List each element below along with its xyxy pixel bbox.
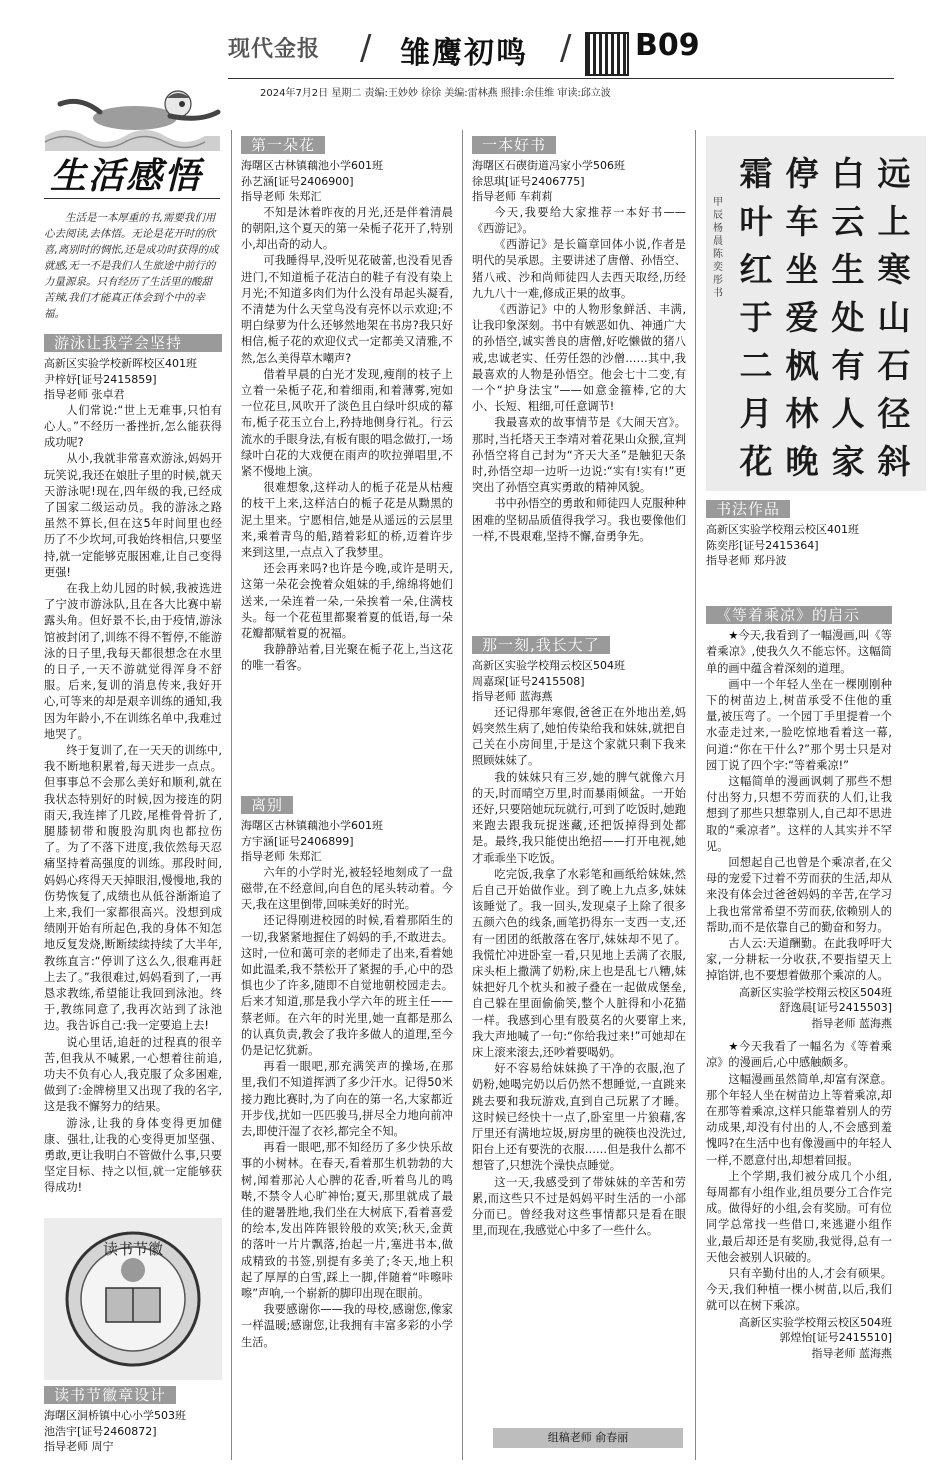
article-author: 池浩宇[证号2460872]	[44, 1424, 157, 1438]
calligraphy-artwork	[706, 136, 926, 491]
article-school: 高新区实验学校翔云校区504班	[739, 1315, 892, 1329]
article-paragraph: 不知是沐着昨夜的月光,还是伴着清晨的朝阳,这个夏天的第一朵栀子花开了,特别小,却出奇的动人。	[241, 205, 453, 252]
reading-festival-badge	[44, 1218, 222, 1380]
article-title: 一本好书	[472, 136, 556, 154]
masthead-divider: /	[560, 28, 572, 68]
editor-credit: 组稿老师 俞春丽	[493, 1428, 683, 1448]
column-divider	[695, 130, 696, 1460]
article-teacher: 指导老师 张卓君	[44, 388, 125, 402]
article-paragraph: 吃完饭,我拿了水彩笔和画纸给妹妹,然后自己开始做作业。到了晚上九点多,妹妹该睡觉了。我一回头,发现桌子上除了很多五颜六色的线条,画笔扔得东一支西一支,还有一团团的纸散落在客厅,妹妹却不见了。我慌忙冲进卧室一看,只见地上丢满了衣服,床头柜上撒满了奶粉,床上也是乱七八糟,妹妹把好几个枕头和被子叠在一起做成堡垒,自己躲在里面偷偷笑,整个人脏得和小花猫一样。我感到心里有股莫名的火要窜上来,我大声地喊了一句:“你给我过来!”可她却在床上滚来滚去,还吵着要喝奶。	[472, 867, 686, 1059]
poem-line: 白云生处有人家	[831, 154, 865, 481]
article-paragraph: 《西游记》中的人物形象鲜活、丰满,让我印象深刻。书中有嫉恶如仇、神通广大的孙悟空,诚实善良的唐僧,好吃懒做的猪八戒,忠诚老实、任劳任怨的沙僧……其中,我最喜欢的人物是孙悟空。他会七十二变,有一个“护身法宝”——如意金箍棒,它的大小、长短、粗细,可任意调节!	[472, 302, 686, 414]
article-paragraph: 好不容易给妹妹换了干净的衣服,泡了奶粉,她喝完奶以后仍然不想睡觉,一直跳来跳去要和我玩游戏,直到自己玩累了才睡。这时候已经快十一点了,卧室里一片狼藉,客厅里还有满地垃圾,厨房里的碗筷也没洗过,阳台上还有要洗的衣服……但是我什么都不想管了,只想洗个澡快点睡觉。	[472, 1062, 686, 1173]
article-school: 高新区实验学校翔云校区401班	[706, 523, 859, 537]
article-paragraph: 从小,我就非常喜欢游泳,妈妈开玩笑说,我还在娘肚子里的时候,就天天游泳呢!现在,四年级的我,已经成了国家二级运动员。我的游泳之路虽然不算长,但在这5年时间里也经历了不少坎坷,可我始终相信,只要坚持,就一定能够克服困难,让自己变得更强!	[44, 452, 222, 579]
article-school: 海曙区洞桥镇中心小学503班	[44, 1409, 186, 1423]
article-paragraph: 画中一个年轻人坐在一棵刚刚种下的树苗边上,树苗承受不住他的重量,被压弯了。一个园丁手里提着一个水壶走过来,一脸吃惊地看着这一幕,问道:“你在干什么?”那个男士只是对园丁说了四个字:“等着乘凉!”	[706, 677, 892, 772]
article-paragraph: 在我上幼儿园的时候,我被选进了宁波市游泳队,且在各大比赛中崭露头角。但好景不长,由于疫情,游泳馆被封闭了,训练不得不暂停,不能游泳的日子里,我每天都很想念在水里的日子,一天不游就觉得浑身不舒服。后来,复训的消息传来,我好开心,可等来的却是艰辛训练的通知,我因为年龄小,不在训练名单中,我难过地哭了。	[44, 581, 222, 741]
badge-text: 读书节徽	[102, 1240, 164, 1258]
article-title: 《等着乘凉》的启示	[706, 606, 892, 624]
masthead-divider: /	[360, 28, 372, 68]
intro-text: 生活是一本厚重的书,需要我们用心去阅读,去体悟。无论是花开时的欣喜,离别时的惆怅,还是成功时获得的成就感,无一不是我们人生旅途中前行的力量源泉。只有经历了生活里的酸甜苦辣,我们才能真正体会到个中的幸福。	[44, 212, 219, 320]
article-author: 舒逸晨[证号2415503]	[779, 1001, 892, 1015]
column-divider	[462, 130, 463, 1460]
page-number: B09	[635, 28, 700, 63]
article-paragraph: ★今天我看了一幅名为《等着乘凉》的漫画后,心中感触颇多。	[706, 1040, 892, 1070]
article-paragraph: 六年的小学时光,被轻轻地刻成了一盘磁带,在不经意间,向自色的尾头转动着。今天,我在这里倒带,回味美好的时光。	[241, 865, 453, 912]
article-author: 徐思琪[证号2406775]	[472, 174, 585, 188]
paper-name: 现代金报	[228, 37, 321, 62]
header-rule	[228, 78, 894, 79]
masthead	[200, 28, 900, 78]
article-title: 游泳让我学会坚持	[44, 334, 222, 352]
article-paragraph: 我最喜欢的故事情节是《大闹天宫》。那时,当托塔天王李靖对着花果山众猴,宣判孙悟空将自己封为“齐天大圣”是触犯天条时,孙悟空却一边听一边说:“实有!实有!”更突出了孙悟空真实勇敢的精神风貌。	[472, 416, 686, 495]
article-paragraph: 很难想象,这样动人的栀子花是从枯瘦的枝干上来,这样洁白的栀子花是从黝黑的泥土里来。宁愿相信,她是从遥远的云层里来,乘着青鸟的船,踏着彩虹的桥,迈着许步来到这里,一点点入了我梦里。	[241, 481, 453, 559]
article-paragraph: 说心里话,追赶的过程真的很辛苦,但我从不喊累,一心想着往前追,功夫不负有心人,我克服了众多困难,做到了:金牌榜里又出现了我的名字,这是我不懈努力的结果。	[44, 1035, 222, 1114]
article-paragraph: 人们常说:“世上无难事,只怕有心人。”不经历一番挫折,怎么能获得成功呢?	[44, 403, 222, 450]
column-intro	[44, 210, 220, 322]
article-paragraph: 上个学期,我们被分成几个小组,每周都有小组作业,组员要分工合作完成。做得好的小组,会有奖励。可有位同学总常找一些借口,来逃避小组作业,最后却还是有奖励,我觉得,总有一天他会被别人识破的。	[706, 1169, 892, 1264]
poem-line: 停车坐爱枫林晚	[785, 154, 819, 481]
article-paragraph: 再看一眼吧,那不知经历了多少快乐故事的小树林。在春天,看着那生机勃勃的大树,闻着那沁人心脾的花香,听着鸟儿的鸣啭,不禁令人心旷神怡;夏天,那里就成了最佳的避暑胜地,我们坐在大树底下,看着喜爱的绘本,发出阵阵银铃般的欢笑;秋天,金黄的落叶一片片飘落,抬起一片,塞进书本,做成精致的书签,别提有多美了;冬天,地上积起了厚厚的白雪,踩上一脚,伴随着“咔嚓咔嚓”声响,一个崭新的脚印出现在眼前。	[241, 1141, 453, 1300]
article-author: 方宇涵[证号2406899]	[241, 834, 354, 848]
poem-line: 远上寒山石径斜	[877, 154, 911, 481]
article-school: 海曙区古林镇藕池小学601班	[241, 819, 383, 833]
article-teacher: 指导老师 蓝海燕	[472, 690, 553, 704]
article-paragraph: 这幅简单的漫画讽刺了那些不想付出努力,只想不劳而获的人们,让我想到了那些只想靠别人,自己却不思进取的“乘凉者”。这样的人其实并不罕见。	[706, 775, 892, 853]
swimmer-illustration	[40, 76, 225, 151]
article-author: 郭煌怡[证号2415510]	[779, 1331, 892, 1345]
article-paragraph: 只有辛勤付出的人,才会有硕果。今天,我们种植一棵小树苗,以后,我们就可以在树下乘凉。	[706, 1267, 892, 1313]
article-teacher: 指导老师 周宁	[44, 1440, 114, 1454]
article-paragraph: 游泳,让我的身体变得更加健康、强壮,让我的心变得更加坚强、勇敢,更让我明白不管做什么事,只要坚定目标、持之以恒,就一定能够获得成功!	[44, 1116, 222, 1195]
article-calligraphy	[706, 494, 926, 574]
article-paragraph: 《西游记》是长篇章回体小说,作者是明代的吴承恩。主要讲述了唐僧、孙悟空、猪八戒、沙和尚师徒四人去西天取经,历经九九八十一难,修成正果的故事。	[472, 238, 686, 300]
article-paragraph: 还记得那年寒假,爸爸正在外地出差,妈妈突然生病了,她怕传染给我和妹妹,就把自己关在小房间里,于是这个家就只剩下我来照顾妹妹了。	[472, 705, 686, 768]
article-badge	[44, 1380, 222, 1460]
article-paragraph: 今天,我要给大家推荐一本好书——《西游记》。	[472, 205, 686, 235]
article-paragraph: ★今天,我看到了一幅漫画,叫《等着乘凉》,使我久久不能忘怀。这幅简单的画中蕴含着深刻的道理。	[706, 629, 892, 675]
article-book	[472, 130, 686, 630]
article-teacher: 指导老师 郑丹波	[706, 554, 787, 568]
article-swim	[44, 328, 222, 1208]
article-paragraph: 可我睡得早,没听见花破蕾,也没看见香进门,不知道栀子花洁白的鞋子有没有染上月光;不知道多肉们为什么没有昂起头凝看,不清楚为什么天堂鸟没有亮怀以示欢迎;不明白绿萝为什么还够然地架在书房?我只好相信,栀子花的欢迎仪式一定都美又清雅,不然,怎么美得草木嘲声?	[241, 254, 453, 365]
article-flower	[241, 130, 453, 790]
article-waiting	[706, 600, 892, 1460]
article-paragraph: 我静静站着,目光聚在栀子花上,当这花的唯一看客。	[241, 643, 453, 673]
article-school: 高新区实验学校翔云校区504班	[472, 659, 625, 673]
article-school: 高新区实验学校翔云校区504班	[739, 985, 892, 999]
poem-line: 霜叶红于二月花	[739, 154, 773, 481]
article-author: 孙艺涵[证号2406900]	[241, 174, 354, 188]
calligraphy-signature: 甲辰杨晨陈奕彤书	[713, 197, 723, 299]
article-author: 周嘉琛[证号2415508]	[472, 674, 585, 688]
article-paragraph: 我的妹妹只有三岁,她的脾气就像六月的天,时而晴空万里,时而暴雨倾盆。一开始还好,只要陪她玩玩就行,可到了吃饭时,她跑来跑去跟我玩捉迷藏,还把饭掉得到处都是。最终,我只能使出绝招——打开电视,她才乖乖坐下吃饭。	[472, 770, 686, 865]
article-school: 高新区实验学校新晖校区401班	[44, 357, 197, 371]
article-paragraph: 古人云:天道酬勤。在此我呼吁大家,一分耕耘一分收获,不要指望天上掉馅饼,也不要想着做那个乘凉的人。	[706, 937, 892, 983]
article-farewell	[241, 790, 453, 1460]
article-title: 书法作品	[706, 500, 790, 518]
article-paragraph: 再看一眼吧,那充满笑声的操场,在那里,我们不知道挥洒了多少汗水。记得50米接力跑比赛时,为了向在的第一名,大家都近开步伐,扰如一匹匹骏马,拼尽全力地向前冲去,即使汗湿了衣衫,都完全不知。	[241, 1060, 453, 1138]
article-title: 离别	[241, 796, 293, 814]
article-title: 读书节徽章设计	[44, 1386, 176, 1404]
column-title: 生活感悟	[50, 155, 203, 197]
article-title: 第一朵花	[241, 136, 325, 154]
article-author: 陈奕彤[证号2415364]	[706, 538, 819, 552]
article-author: 尹梓妤[证号2415859]	[44, 372, 157, 386]
article-paragraph: 还记得刚进校园的时候,看着那陌生的一切,我紧紧地握住了妈妈的手,不敢进去。这时,一位和蔼可亲的老师走了出来,看着她如此温柔,我不禁松开了紧握的手,心中的恐惧也少了许多,随即不自觉地朝校园走去。后来才知道,那是我小学六年的班主任——蔡老师。在六年的时光里,她一直都是那么的认真负责,教会了我许多做人的道理,至今仍是记忆犹新。	[241, 914, 453, 1057]
article-paragraph: 这一天,我感受到了带妹妹的辛苦和劳累,而这些只不过是妈妈平时生活的一小部分而已。曾经我对这些事情都只是看在眼里,而现在,我感觉心中多了一些什么。	[472, 1175, 686, 1238]
qr-code-icon	[585, 32, 629, 76]
article-paragraph: 这幅漫画虽然简单,却富有深意。那个年轻人坐在树苗边上等着乘凉,却在那等着乘凉,这样只能靠着别人的劳动成果,却没有付出的人,不会感到羞愧吗?在生活中也有像漫画中的年轻人一样,不愿意付出,却想着回报。	[706, 1072, 892, 1167]
article-paragraph: 借着早晨的白光才发现,瘦削的枝子上立着一朵栀子花,和着细雨,和着薄雾,宛如一位花旦,风吹开了淡色且白绿叶织成的幕布,栀子花玉立台上,矜持地侧身行礼。行云流水的手眼身法,有板有眼的唱念做打,一场绿叶白花的大戏便在雨声的吹拉弹唱里,不紧不慢地上演。	[241, 367, 453, 478]
article-teacher: 指导老师 朱郑汇	[241, 850, 322, 864]
column-divider	[231, 130, 232, 1460]
article-school: 海曙区石碶街道冯家小学506班	[472, 159, 625, 173]
article-moment	[472, 630, 686, 1420]
article-teacher: 指导老师 朱郑汇	[241, 190, 322, 204]
dateline: 2024年7月2日 星期二 责编:王妙妙 徐徐 美编:雷林燕 照排:余佳维 审读:邱立波	[260, 88, 611, 99]
article-teacher: 指导老师 蓝海燕	[811, 1346, 892, 1360]
article-teacher: 指导老师 车莉莉	[472, 190, 553, 204]
article-teacher: 指导老师 蓝海燕	[811, 1016, 892, 1030]
title-rule	[44, 198, 220, 199]
article-school: 海曙区古林镇藕池小学601班	[241, 159, 383, 173]
article-paragraph: 还会再来吗?也许是今晚,或许是明天,这第一朵花会挽着众姐妹的手,绵绵将她们送来,一朵连着一朵,一朵挨着一朵,住满枝头。每一个花苞里都聚着夏的低语,每一朵花瓣都赋着夏的祝福。	[241, 562, 453, 640]
article-paragraph: 我要感谢你——我的母校,感谢您,像家一样温暖;感谢您,让我拥有丰富多彩的小学生活。	[241, 1303, 453, 1349]
article-title: 那一刻,我长大了	[472, 636, 610, 654]
article-paragraph: 回想起自己也曾是个乘凉者,在父母的宠爱下过着不劳而获的生活,却从来没有体会过爸爸妈妈的辛苦,在学习上我也常常希望不劳而获,依赖别人的帮助,而不是依靠自己的勤奋和努力。	[706, 856, 892, 934]
article-paragraph: 终于复训了,在一天天的训练中,我不断地积累着,每天进步一点点。但事事总不会那么美好和顺利,就在我状态特别好的时候,因为接连的阴雨天,我连摔了几跤,尾椎骨骨折了,腿膝韧带和腹股沟肌肉也都拉伤了。为了不落下进度,我依然每天忍痛坚持着高强度的训练。那段时间,妈妈心疼得天天掉眼泪,慢慢地,我的伤势恢复了,成绩也从低谷渐渐追了上来,我们一家都很高兴。没想到成绩刚开始有所起色,我的身体不知怎地反复发烧,断断续续持续了大半年,教练直言:“停训了这么久,很难再赶上去了。”我很难过,妈妈看到了,一再恳求教练,希望能让我回到泳池。终于,教练同意了,我再次站到了泳池边。我告诉自己:我一定要追上去!	[44, 743, 222, 1033]
section-name: 雏鹰初鸣	[400, 36, 528, 71]
article-paragraph: 书中孙悟空的勇敢和师徒四人克服种种困难的坚韧品质值得我学习。我也要像他们一样,不畏艰难,坚持不懈,奋勇争先。	[472, 497, 686, 543]
